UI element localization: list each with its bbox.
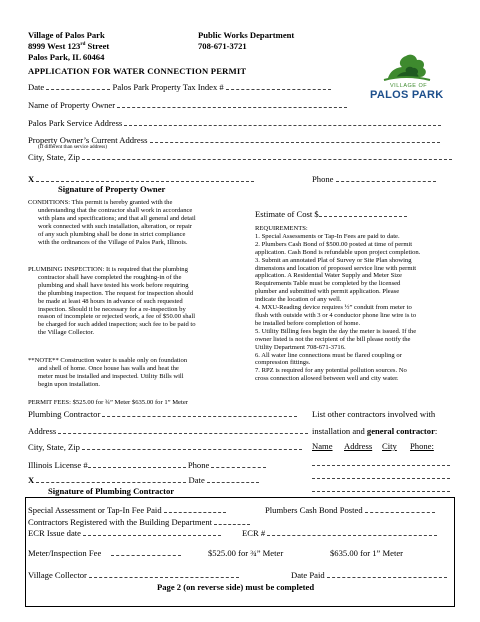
footer-note: Page 2 (on reverse side) must be completed <box>157 582 315 592</box>
plumbing-contractor-field[interactable]: Plumbing Contractor <box>28 409 297 419</box>
permit-fees-text: PERMIT FEES: $525.00 for ¾” Meter $635.00 for 1” Meter <box>28 399 188 406</box>
fee-three-quarter: $525.00 for ¾” Meter <box>208 548 284 558</box>
plumbing-address-field[interactable]: Address <box>28 426 308 436</box>
ecr-issue-date-field[interactable]: ECR Issue date <box>28 528 221 538</box>
other-contractors-columns <box>312 441 447 451</box>
owner-city-field[interactable]: City, State, Zip <box>28 152 452 162</box>
other-contractor-line[interactable] <box>312 479 450 497</box>
village-collector-field[interactable]: Village Collector <box>28 570 239 580</box>
org-city: Palos Park, IL 60464 <box>28 52 105 62</box>
service-address-field[interactable]: Palos Park Service Address <box>28 118 441 128</box>
meter-fee-field[interactable]: Meter/Inspection Fee <box>28 548 181 558</box>
date-field[interactable]: Date Palos Park Property Tax Index # <box>28 82 331 92</box>
owner-address-field[interactable]: Property Owner’s Current Address <box>28 135 440 145</box>
form-title: APPLICATION FOR WATER CONNECTION PERMIT <box>28 66 247 76</box>
other-contractors-heading-2: installation and general contractor: <box>312 426 438 436</box>
owner-address-note: (If different than service address) <box>38 144 108 150</box>
special-assessment-field[interactable]: Special Assessment or Tap-In Fee Paid <box>28 505 226 515</box>
date-paid-field[interactable]: Date Paid <box>291 570 447 580</box>
ecr-number-field[interactable]: ECR # <box>242 528 437 538</box>
dept-phone: 708-671-3721 <box>198 41 247 51</box>
note-text: **NOTE** Construction water is usable only on foundation and shell of home. Once house has walls and heat the meter must be installed and inspected. Utility Bills will begin upon installation. <box>28 357 188 388</box>
col-city: City <box>382 441 397 451</box>
owner-phone-field[interactable]: Phone <box>312 174 436 184</box>
plumbing-signature-label: Signature of Plumbing Contractor <box>48 486 175 496</box>
col-phone: Phone: <box>410 441 434 451</box>
dept-name: Public Works Department <box>198 30 295 40</box>
logo-small-text: VILLAGE OF <box>390 83 428 89</box>
org-name: Village of Palos Park <box>28 30 105 40</box>
fee-one-inch: $635.00 for 1” Meter <box>330 548 404 558</box>
owner-signature-label: Signature of Property Owner <box>58 184 166 194</box>
logo-big-text: PALOS PARK <box>370 89 444 101</box>
village-logo <box>368 50 443 100</box>
tree-icon <box>368 50 443 82</box>
requirements-text: REQUIREMENTS: 1. Special Assessments or Tap-In Fees are paid to date. 2. Plumbers Cash Bond of $500.00 posted at time of permit application. Cash Bond is refundable upon project completion. 3. Submit an annotated Plat of Survey or Site Plan showing dimensions and location of proposed service line with permit application. A Residential Water Supply and Meter Size Requirements Table must be completed by the licensed plumber and submitted with permit application. Please indicate the location of any well. 4. MXU-Reading device requires ½” conduit from meter to flush with outside with 3 or 4 conductor phone line wire is to be installed before completion of home. 5. Utility Billing fees begin the day the meter is issued. If the owner listed is not the recipient of the bill please notify the Utility Department 708-671-3716. 6. All water line connections must be flared coupling or compression fittings. 7. RPZ is required for any potential pollution sources. No cross connection allowed between well and city water. <box>255 225 421 383</box>
other-contractors-heading: List other contractors involved with <box>312 409 436 419</box>
owner-signature-field[interactable]: X <box>28 174 254 184</box>
plumbing-signature-field[interactable]: X Date <box>28 475 259 485</box>
inspection-text: PLUMBING INSPECTION: It is required that the plumbing contractor shall have completed the roughing-in of the plumbing and shall have tested his work before requiring the plumbing inspection. The request for inspection should be made at least 48 hours in advance of such requested inspection. Should it be necessary for a re-inspection by reason of incomplete or rejected work, a fee of $50.00 shall be charged for such added inspection; such fee to be paid to the Village Collector. <box>28 266 196 337</box>
org-street: 8999 West 123rd Street <box>28 41 110 51</box>
plumbing-license-field[interactable]: Illinois License # Phone <box>28 460 266 470</box>
cost-field[interactable]: Estimate of Cost $ <box>255 209 407 219</box>
cash-bond-field[interactable]: Plumbers Cash Bond Posted <box>265 505 435 515</box>
plumbing-city-field[interactable]: City, State, Zip <box>28 442 302 452</box>
col-address: Address <box>344 441 373 451</box>
col-name: Name <box>312 441 333 451</box>
conditions-text: CONDITIONS: This permit is hereby granted with the understanding that the contractor shall work in accordance with plans and specifications; and that all general and detail work connected with such installation, alteration, or repair of any such plumbing shall be done in strict compliance with the ordinances of the Village of Palos Park, Illinois. <box>28 199 196 246</box>
contractors-registered-field[interactable]: Contractors Registered with the Building Department <box>28 517 250 527</box>
owner-name-field[interactable]: Name of Property Owner <box>28 100 347 110</box>
